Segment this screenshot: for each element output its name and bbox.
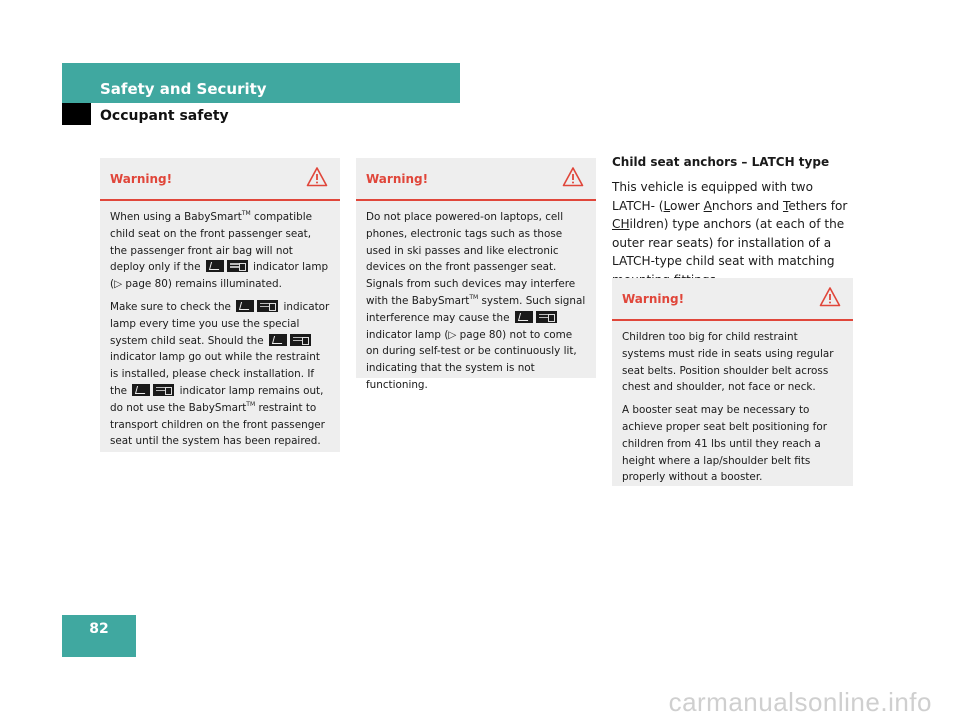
- warning-header: [612, 278, 853, 321]
- warning-body: [612, 321, 853, 498]
- text: page 80) not to come on during self-test or be continuously lit, indicating that the system is not functioning.: [366, 328, 577, 391]
- passenger-airbag-off-indicator-icon: [515, 311, 557, 323]
- passenger-airbag-off-indicator-icon: [206, 260, 248, 272]
- warning-box-electronics: [356, 158, 596, 391]
- text: When using a BabySmart: [110, 211, 242, 223]
- section-title: Safety and Security: [100, 80, 267, 98]
- trademark: TM: [246, 400, 256, 408]
- text: system. Such signal interference may cause the: [366, 294, 586, 324]
- text: T: [782, 198, 789, 213]
- text: indicator lamp go out while the restraint is installed, please check installation. If the: [110, 351, 320, 397]
- latch-heading: Child seat anchors – LATCH type: [612, 155, 830, 169]
- page-number: 82: [89, 621, 109, 637]
- page-ref-arrow-icon: ▷: [114, 278, 123, 291]
- warning-triangle-icon: [306, 166, 328, 188]
- warning-paragraph: Children too big for child restraint systems must ride in seats using regular seat belts. Position shoulder belt across chest and shoulder, not face or neck.: [622, 331, 834, 394]
- warning-paragraph: A booster seat may be necessary to achieve proper seat belt positioning for children from 41 lbs until they reach a height where a lap/shoulder belt fits properly without a booster.: [622, 404, 827, 484]
- text: nchors and: [711, 198, 783, 213]
- trademark: TM: [241, 210, 251, 217]
- text: restraint to transport children on the front passenger seat until the system has been repaired.: [110, 401, 325, 448]
- text: Make sure to check the: [110, 300, 235, 313]
- warning-paragraph: [110, 299, 330, 450]
- text: indicator lamp every time you use the special system child seat. Should the: [110, 300, 330, 347]
- text: compatible child seat on the front passenger seat, the passenger front air bag will not deploy only if the: [110, 211, 312, 274]
- latch-section: [612, 155, 857, 290]
- latch-paragraph: [612, 178, 857, 290]
- text: indicator lamp (: [366, 328, 449, 341]
- text: ethers for: [788, 198, 848, 213]
- text: A: [703, 198, 712, 213]
- text: L: [663, 198, 671, 213]
- text: ower: [670, 198, 704, 213]
- warning-label: Warning!: [110, 172, 173, 186]
- warning-triangle-icon: [819, 286, 841, 308]
- warning-header: [100, 158, 340, 201]
- text: ildren): [629, 217, 669, 232]
- warning-paragraph: [366, 209, 586, 394]
- text: This vehicle is equipped with two LATCH- (: [612, 180, 813, 213]
- subsection-marker: [62, 103, 91, 125]
- warning-paragraph: [110, 209, 330, 293]
- text: indicator lamp remains out, do not use the BabySmart: [110, 384, 324, 414]
- subsection-title: Occupant safety: [100, 108, 229, 124]
- passenger-airbag-off-indicator-icon: [269, 334, 311, 346]
- text: type anchors (at each of the outer rear seats) for installation of a LATCH-type child seat with matching: [612, 217, 845, 269]
- warning-box-babysmart: [100, 158, 340, 452]
- page-ref-arrow-icon: ▷: [448, 328, 457, 341]
- passenger-airbag-off-indicator-icon: [132, 384, 174, 396]
- text: Do not place powered-on laptops, cell phones, electronic tags such as those used in ski passes and like electronic devices on the front passenger seat. Signals from such devices may interfere with the BabySmart: [366, 211, 576, 307]
- warning-header: [356, 158, 596, 201]
- warning-triangle-icon: [562, 166, 584, 188]
- trademark: TM: [469, 293, 479, 301]
- warning-box-seatbelt: [612, 278, 853, 486]
- text: page 80) remains illuminated.: [122, 278, 282, 291]
- passenger-airbag-off-indicator-icon: [236, 300, 278, 312]
- warning-label: Warning!: [366, 172, 429, 186]
- warning-label: Warning!: [622, 292, 685, 306]
- warning-body: [356, 201, 596, 406]
- text: CH: [612, 217, 630, 232]
- text: indicator lamp (: [110, 261, 329, 291]
- warning-body: [100, 201, 340, 462]
- watermark: carmanualsonline.info: [668, 687, 932, 717]
